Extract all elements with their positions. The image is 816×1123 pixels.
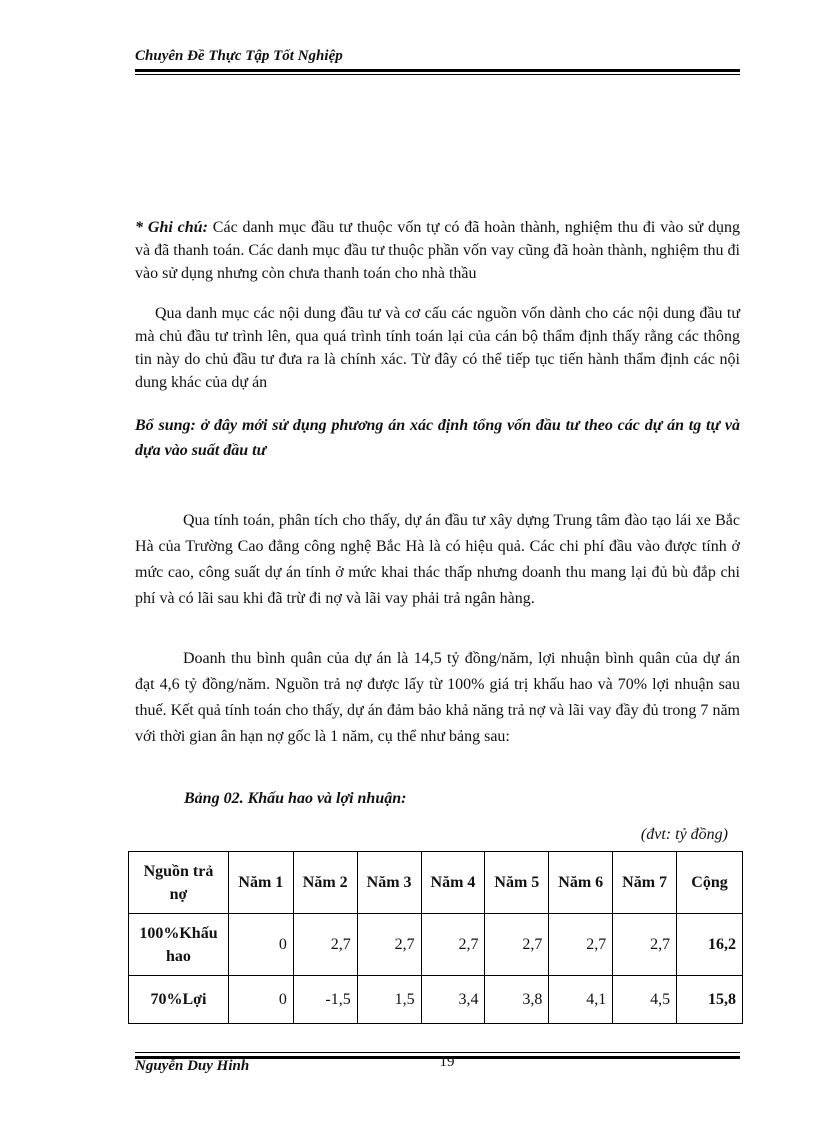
table-cell: -1,5 (293, 976, 357, 1024)
supplement-paragraph: Bổ sung: ở đây mới sử dụng phương án xác định tổng vốn đầu tư theo các dự án tg tự và dựa vào suất đầu tư (135, 417, 740, 459)
table-row (129, 914, 743, 976)
header-cell: Nguồn trả nợ (129, 852, 229, 914)
table-cell: 2,7 (357, 914, 421, 976)
table-unit: (đvt: tỷ đồng) (640, 826, 728, 843)
table-cell: 4,1 (549, 976, 613, 1024)
note-paragraph (135, 216, 740, 285)
depreciation-profit-table (128, 851, 743, 1024)
header-cell: Năm 6 (549, 852, 613, 914)
table-cell: 3,4 (421, 976, 485, 1024)
note-text: Các danh mục đầu tư thuộc vốn tự có đã hoàn thành, nghiệm thu đi vào sử dụng và đã thanh toán. Các danh mục đầu tư thuộc phần vốn vay cũng đã hoàn thành, nghiệm thu đi vào sử dụng nhưng còn chưa thanh toán cho nhà thầu (135, 219, 741, 282)
header-cell: Năm 7 (613, 852, 677, 914)
header-cell: Năm 3 (357, 852, 421, 914)
row-total: 16,2 (677, 914, 743, 976)
row-total: 15,8 (677, 976, 743, 1024)
table-cell: 4,5 (613, 976, 677, 1024)
note-label: * Ghi chú: (135, 219, 208, 236)
table-cell: 3,8 (485, 976, 549, 1024)
header-rule-thin (135, 74, 740, 75)
header-cell: Năm 2 (293, 852, 357, 914)
header-rule-thick (135, 69, 740, 72)
table-cell: 2,7 (293, 914, 357, 976)
table-cell: 2,7 (613, 914, 677, 976)
table-cell: 0 (228, 914, 293, 976)
table-cell: 2,7 (485, 914, 549, 976)
footer-rule-thin (135, 1052, 740, 1053)
header-cell: Cộng (677, 852, 743, 914)
header-cell: Năm 1 (228, 852, 293, 914)
paragraph-2: Qua danh mục các nội dung đầu tư và cơ cấu các nguồn vốn dành cho các nội dung đầu tư mà chủ đầu tư trình lên, qua quá trình tính toán lại của cán bộ thẩm định thấy rằng các thông tin này do chủ đầu tư đưa ra là chính xác. Từ đây có thể tiếp tục tiến hành thẩm định các nội dung khác của dự án (135, 305, 740, 391)
row-label: 70%Lợi (129, 976, 229, 1024)
table-cell: 2,7 (549, 914, 613, 976)
table-cell: 0 (228, 976, 293, 1024)
table-caption: Bảng 02. Khấu hao và lợi nhuận: (184, 790, 407, 807)
paragraph-4: Doanh thu bình quân của dự án là 14,5 tỷ đồng/năm, lợi nhuận bình quân của dự án đạt 4,6 tỷ đồng/năm. Nguồn trả nợ được lấy từ 100% giá trị khấu hao và 70% lợi nhuận sau thuế. Kết quả tính toán cho thấy, dự án đảm bảo khả năng trả nợ và lãi vay đầy đủ trong 7 năm với thời gian ân hạn nợ gốc là 1 năm, cụ thể như bảng sau: (135, 650, 740, 745)
page-header-title: Chuyên Đề Thực Tập Tốt Nghiệp (135, 48, 343, 64)
page-number: 19 (439, 1054, 455, 1070)
table-header-row (129, 852, 743, 914)
footer-author: Nguyễn Duy Hinh (135, 1058, 250, 1074)
table-row (129, 976, 743, 1024)
header-cell: Năm 4 (421, 852, 485, 914)
table-cell: 2,7 (421, 914, 485, 976)
table-cell: 1,5 (357, 976, 421, 1024)
paragraph-3: Qua tính toán, phân tích cho thấy, dự án đầu tư xây dựng Trung tâm đào tạo lái xe Bắc Hà của Trường Cao đẳng công nghệ Bắc Hà là có hiệu quả. Các chi phí đầu vào được tính ở mức cao, công suất dự án tính ở mức khai thác thấp nhưng doanh thu mang lại đủ bù đắp chi phí và có lãi sau khi đã trừ đi nợ và lãi vay phải trả ngân hàng. (135, 512, 740, 607)
header-cell: Năm 5 (485, 852, 549, 914)
row-label: 100%Khấu hao (129, 914, 229, 976)
